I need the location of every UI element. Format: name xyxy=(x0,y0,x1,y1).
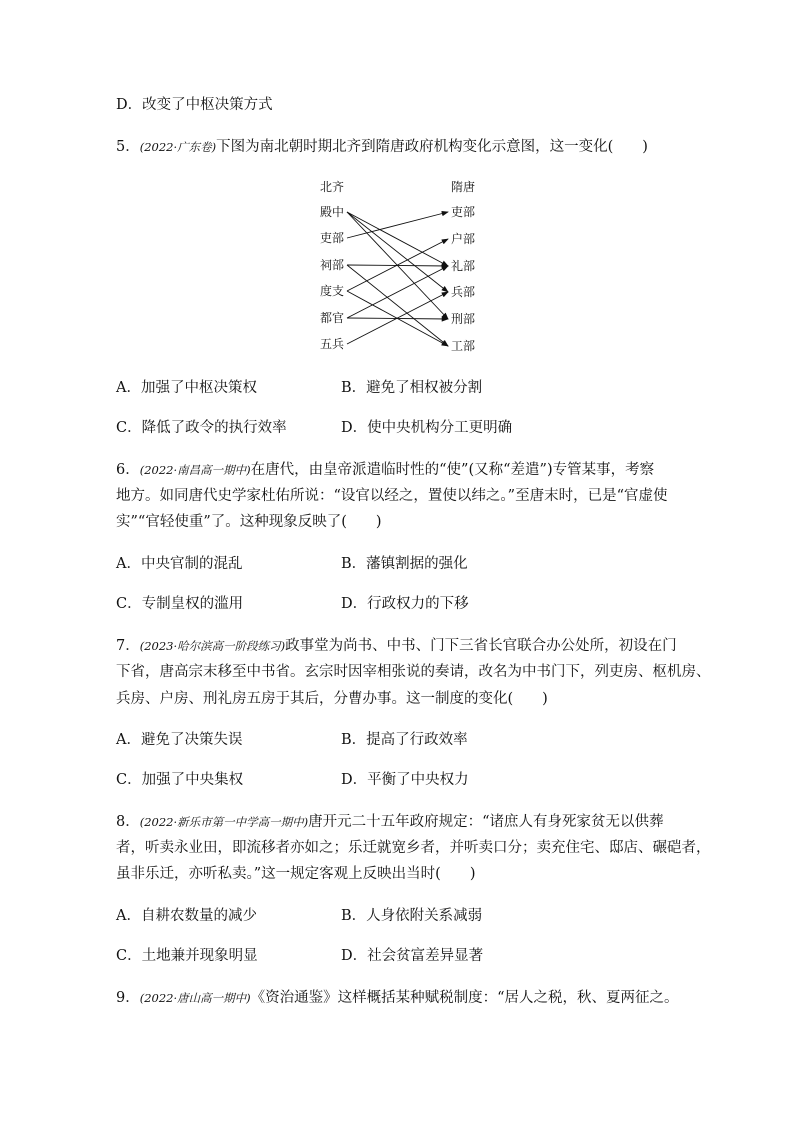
q8-option-b: B．人身依附关系减弱 xyxy=(341,908,483,924)
q5-source: (2022·广东卷) xyxy=(139,140,217,154)
q9-number: 9． xyxy=(116,990,140,1006)
q8-option-a: A．自耕农数量的减少 xyxy=(116,908,257,924)
q6-stem-line1 xyxy=(116,460,654,480)
q7-stem-line2: 下省，唐高宗末移至中书省。玄宗时因宰相张说的奏请，改名为中书门下，列吏房、枢机房、 xyxy=(116,664,711,680)
q7-option-b: B．提高了行政效率 xyxy=(341,732,468,748)
arrow-libu-libu xyxy=(347,212,448,238)
diagram-left-item: 吏部 xyxy=(320,231,345,245)
diagram-right-item: 兵部 xyxy=(451,285,476,299)
q7-option-d: D．平衡了中央权力 xyxy=(341,772,469,788)
arrow-dianzhong-bingbu xyxy=(347,212,448,292)
diagram-right-item: 吏部 xyxy=(451,205,476,219)
q8-number: 8． xyxy=(116,814,140,830)
q9-text: 《资治通鉴》这样概括某种赋税制度：“居人之税，秋、夏两征之。 xyxy=(250,990,679,1006)
q9-stem-line1 xyxy=(116,988,679,1008)
diagram-right-item: 刑部 xyxy=(451,312,476,326)
diagram-right-header: 隋唐 xyxy=(451,180,476,194)
q6-option-d: D．行政权力的下移 xyxy=(341,596,469,612)
diagram-right-item: 工部 xyxy=(451,339,476,353)
q6-option-a: A．中央官制的混乱 xyxy=(116,556,243,572)
diagram-left-item: 都官 xyxy=(320,311,345,325)
q5-option-a: A．加强了中枢决策权 xyxy=(116,380,257,396)
q5-option-b: B．避免了相权被分割 xyxy=(341,380,483,396)
q8-stem-line2: 者，听卖永业田，即流移者亦如之；乐迁就宽乡者，并听卖口分；卖充住宅、邸店、碾硙者， xyxy=(116,840,711,856)
diagram-left-item: 祠部 xyxy=(320,258,345,272)
arrow-cibu-gongbu xyxy=(347,265,448,346)
q7-option-a: A．避免了决策失误 xyxy=(116,732,243,748)
q6-stem-line2: 地方。如同唐代史学家杜佑所说：“设官以经之，置使以纬之。”至唐末时，已是“官虚使 xyxy=(116,488,668,504)
diagram-right-item: 礼部 xyxy=(451,259,476,273)
q4-option-d: D．改变了中枢决策方式 xyxy=(116,97,273,113)
q6-option-b: B．藩镇割据的强化 xyxy=(341,556,468,572)
diagram-left-header: 北齐 xyxy=(320,180,345,194)
diagram-right-item: 户部 xyxy=(451,232,476,246)
q6-stem-line3: 实”“官轻使重”了。这种现象反映了( ) xyxy=(116,514,382,530)
q8-stem-line3: 虽非乐迁，亦听私卖。”这一规定客观上反映出当时( ) xyxy=(116,866,476,882)
diagram-left-item: 五兵 xyxy=(320,337,345,351)
q8-source: (2022·新乐市第一中学高一期中) xyxy=(139,815,309,829)
q8-option-d: D．社会贫富差异显著 xyxy=(341,948,484,964)
arrow-dianzhong-libu xyxy=(347,212,448,266)
q8-stem-line1 xyxy=(116,812,664,832)
q7-text: 政事堂为尚书、中书、门下三省长官联合办公处所，初设在门 xyxy=(285,638,677,654)
diagram-left-item: 殿中 xyxy=(320,205,345,219)
q8-text: 唐开元二十五年政府规定：“诸庶人有身死家贫无以供葬 xyxy=(308,814,664,830)
q7-number: 7． xyxy=(116,638,140,654)
q6-option-c: C．专制皇权的滥用 xyxy=(116,596,244,612)
q6-text: 在唐代，由皇帝派遣临时性的“使”(又称“差遣”)专管某事，考察 xyxy=(250,462,655,478)
q7-stem-line3: 兵房、户房、刑礼房五房于其后，分曹办事。这一制度的变化( ) xyxy=(116,691,548,707)
q7-option-c: C．加强了中央集权 xyxy=(116,772,244,788)
q9-source: (2022·唐山高一期中) xyxy=(139,991,251,1005)
q6-number: 6． xyxy=(116,462,140,478)
q5-option-c: C．降低了政令的执行效率 xyxy=(116,420,287,436)
q6-source: (2022·南昌高一期中) xyxy=(139,463,251,477)
arrow-duguan-libu xyxy=(347,266,448,318)
q7-stem-line1 xyxy=(116,636,677,656)
q7-source: (2023·哈尔滨高一阶段练习) xyxy=(139,639,286,653)
q5-number: 5． xyxy=(116,139,140,155)
q5-option-d: D．使中央机构分工更明确 xyxy=(341,420,513,436)
diagram-left-item: 度支 xyxy=(320,284,345,298)
q5-text: 下图为南北朝时期北齐到隋唐政府机构变化示意图，这一变化( ) xyxy=(216,139,648,155)
q8-option-c: C．土地兼并现象明显 xyxy=(116,948,258,964)
